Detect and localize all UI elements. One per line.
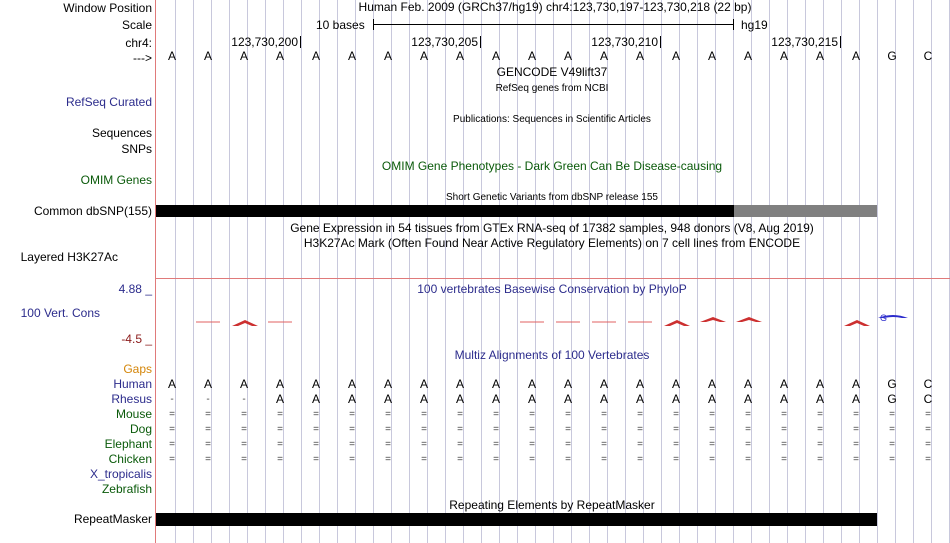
- coordinate-label: 123,730,205: [411, 35, 478, 49]
- base-letter: G: [887, 49, 897, 63]
- alignment-cell: A: [563, 377, 572, 391]
- alignment-cell: =: [421, 454, 427, 465]
- alignment-cell: A: [779, 392, 788, 406]
- alignment-cell: =: [709, 424, 715, 435]
- alignment-cell: =: [241, 409, 247, 420]
- alignment-cell: =: [457, 439, 463, 450]
- alignment-cell: =: [637, 409, 643, 420]
- alignment-cell: =: [565, 409, 571, 420]
- alignment-cell: =: [313, 439, 319, 450]
- alignment-cell: A: [275, 392, 284, 406]
- alignment-cell: A: [455, 392, 464, 406]
- base-letter: A: [311, 49, 320, 63]
- base-letter: A: [671, 49, 680, 63]
- alignment-cell: =: [241, 454, 247, 465]
- alignment-cell: =: [169, 454, 175, 465]
- assembly-label: hg19: [741, 18, 768, 32]
- refseq-track-label[interactable]: RefSeq Curated: [65, 95, 152, 109]
- base-letter: A: [347, 49, 356, 63]
- window-position-label: Window Position: [63, 1, 152, 15]
- alignment-cell: A: [311, 377, 320, 391]
- alignment-cell: =: [781, 424, 787, 435]
- alignment-cell: =: [277, 454, 283, 465]
- cons-peak: [664, 320, 690, 326]
- alignment-cell: =: [565, 424, 571, 435]
- base-letter: A: [779, 49, 788, 63]
- alignment-cell: A: [347, 392, 356, 406]
- base-letter: A: [203, 49, 212, 63]
- species-label-mouse[interactable]: Mouse: [115, 407, 152, 421]
- alignment-cell: C: [923, 377, 933, 391]
- alignment-cell: -: [170, 394, 174, 405]
- alignment-cell: =: [601, 439, 607, 450]
- repeatmasker-track-label[interactable]: RepeatMasker: [73, 512, 152, 526]
- conservation-plot[interactable]: [156, 300, 950, 340]
- alignment-cell: =: [673, 409, 679, 420]
- alignment-cell: =: [781, 454, 787, 465]
- gaps-label: Gaps: [123, 362, 152, 376]
- chrom-label: chr4:: [125, 36, 152, 50]
- alignment-cell: A: [779, 377, 788, 391]
- alignment-cell: =: [457, 454, 463, 465]
- alignment-cell: =: [853, 409, 859, 420]
- alignment-cell: =: [385, 454, 391, 465]
- scale-bar-right-tick: [733, 19, 734, 30]
- base-letter: C: [923, 49, 933, 63]
- base-letter: A: [563, 49, 572, 63]
- alignment-cell: =: [493, 454, 499, 465]
- track-separator: [156, 278, 950, 279]
- alignment-cell: =: [277, 439, 283, 450]
- base-letter: A: [743, 49, 752, 63]
- cons-track-title[interactable]: 100 vertebrates Basewise Conservation by PhyloP: [417, 282, 687, 296]
- gtex-track-title[interactable]: Gene Expression in 54 tissues from GTEx RNA-seq of 17382 samples, 948 donors (V8, Aug 2019): [290, 221, 814, 235]
- species-label-chicken[interactable]: Chicken: [108, 452, 152, 466]
- alignment-cell: A: [203, 377, 212, 391]
- alignment-cell: =: [925, 454, 931, 465]
- alignment-cell: A: [671, 377, 680, 391]
- gencode-track-title[interactable]: GENCODE V49lift37: [496, 65, 608, 79]
- alignment-cell: A: [239, 377, 248, 391]
- alignment-cell: C: [923, 392, 933, 406]
- cons-max-label: 4.88 _: [118, 282, 152, 296]
- alignment-cell: =: [709, 454, 715, 465]
- scale-label: Scale: [121, 18, 152, 32]
- alignment-cell: A: [599, 392, 608, 406]
- coordinate-label: 123,730,200: [231, 35, 298, 49]
- alignment-cell: G: [887, 392, 897, 406]
- coordinate-tick: [300, 36, 301, 48]
- alignment-cell: =: [889, 409, 895, 420]
- coordinate-label: 123,730,210: [591, 35, 658, 49]
- base-letter: A: [851, 49, 860, 63]
- alignment-cell: =: [745, 439, 751, 450]
- alignment-cell: =: [637, 424, 643, 435]
- base-letter: A: [707, 49, 716, 63]
- alignment-cell: A: [707, 392, 716, 406]
- alignment-cell: A: [275, 377, 284, 391]
- coordinate-tick: [840, 36, 841, 48]
- alignment-cell: =: [601, 409, 607, 420]
- species-label-elephant[interactable]: Elephant: [104, 437, 152, 451]
- base-letter: A: [275, 49, 284, 63]
- alignment-cell: =: [925, 424, 931, 435]
- alignment-cell: =: [817, 454, 823, 465]
- alignment-cell: =: [745, 424, 751, 435]
- alignment-cell: A: [851, 392, 860, 406]
- alignment-cell: =: [277, 409, 283, 420]
- alignment-cell: =: [349, 439, 355, 450]
- coordinate-label: 123,730,215: [771, 35, 838, 49]
- species-label-human[interactable]: Human: [113, 377, 152, 391]
- alignment-cell: =: [241, 424, 247, 435]
- cons-track-label[interactable]: 100 Vert. Cons: [20, 306, 100, 320]
- base-letter: A: [167, 49, 176, 63]
- omim-track-label[interactable]: OMIM Genes: [80, 173, 152, 187]
- alignment-cell: =: [385, 424, 391, 435]
- alignment-cell: A: [455, 377, 464, 391]
- alignment-cell: =: [205, 454, 211, 465]
- alignment-cell: =: [709, 409, 715, 420]
- alignment-cell: A: [671, 392, 680, 406]
- h3k27ac-track-label[interactable]: Layered H3K27Ac: [20, 250, 118, 264]
- base-letter: A: [527, 49, 536, 63]
- species-label-zebrafish[interactable]: Zebrafish: [101, 482, 152, 496]
- alignment-cell: A: [491, 392, 500, 406]
- cons-peak: [700, 317, 726, 322]
- alignment-cell: A: [311, 392, 320, 406]
- alignment-cell: A: [347, 377, 356, 391]
- species-label-rhesus[interactable]: Rhesus: [111, 392, 152, 406]
- alignment-cell: =: [781, 409, 787, 420]
- omim-track-title[interactable]: OMIM Gene Phenotypes - Dark Green Can Be Disease-causing: [381, 159, 723, 173]
- scale-bar-left-tick: [373, 19, 374, 30]
- cons-peak: [232, 320, 258, 326]
- dbsnp-feature-light[interactable]: [734, 205, 877, 217]
- position-title: Human Feb. 2009 (GRCh37/hg19) chr4:123,730,197-123,730,218 (22 bp): [358, 0, 752, 14]
- alignment-cell: =: [709, 439, 715, 450]
- alignment-cell: =: [601, 424, 607, 435]
- alignment-cell: =: [349, 454, 355, 465]
- alignment-cell: A: [743, 392, 752, 406]
- alignment-cell: =: [349, 409, 355, 420]
- alignment-cell: A: [527, 392, 536, 406]
- coordinate-tick: [480, 36, 481, 48]
- strand-arrow-label[interactable]: --->: [133, 51, 152, 65]
- alignment-cell: =: [169, 409, 175, 420]
- scale-text: 10 bases: [316, 18, 365, 32]
- species-label-x_tropicalis[interactable]: X_tropicalis: [89, 467, 152, 481]
- alignment-cell: =: [817, 439, 823, 450]
- cons-min-label: -4.5 _: [121, 332, 152, 346]
- alignment-cell: A: [851, 377, 860, 391]
- alignment-cell: =: [853, 454, 859, 465]
- alignment-cell: =: [385, 439, 391, 450]
- alignment-cell: =: [349, 424, 355, 435]
- alignment-cell: =: [925, 439, 931, 450]
- base-letter: A: [491, 49, 500, 63]
- cons-g-glyph: G: [880, 313, 888, 323]
- alignment-cell: A: [635, 392, 644, 406]
- alignment-cell: A: [167, 377, 176, 391]
- alignment-cell: =: [205, 424, 211, 435]
- base-letter: A: [383, 49, 392, 63]
- alignment-cell: A: [383, 377, 392, 391]
- alignment-cell: =: [529, 409, 535, 420]
- alignment-cell: =: [673, 439, 679, 450]
- alignment-cell: =: [277, 424, 283, 435]
- alignment-cell: =: [169, 439, 175, 450]
- base-letter: A: [635, 49, 644, 63]
- alignment-cell: =: [421, 424, 427, 435]
- alignment-cell: A: [599, 377, 608, 391]
- alignment-cell: =: [853, 439, 859, 450]
- alignment-cell: =: [817, 424, 823, 435]
- species-label-dog[interactable]: Dog: [129, 422, 152, 436]
- dbsnp-track-label[interactable]: Common dbSNP(155): [33, 204, 152, 218]
- alignment-cell: =: [673, 454, 679, 465]
- sequences-track-label[interactable]: Sequences: [91, 126, 152, 140]
- alignment-cell: =: [637, 439, 643, 450]
- alignment-cell: A: [707, 377, 716, 391]
- cons-peak: [736, 317, 762, 322]
- alignment-cell: A: [815, 377, 824, 391]
- base-letter: A: [455, 49, 464, 63]
- alignment-cell: =: [205, 409, 211, 420]
- alignment-cell: =: [205, 439, 211, 450]
- snps-track-label[interactable]: SNPs: [121, 142, 152, 156]
- alignment-cell: =: [745, 454, 751, 465]
- alignment-cell: =: [745, 409, 751, 420]
- alignment-cell: =: [925, 409, 931, 420]
- alignment-cell: =: [889, 424, 895, 435]
- alignment-cell: =: [529, 439, 535, 450]
- scale-bar: [373, 24, 734, 25]
- alignment-cell: A: [743, 377, 752, 391]
- cons-peak: [844, 320, 870, 326]
- alignment-cell: =: [889, 454, 895, 465]
- refseq-track-title[interactable]: RefSeq genes from NCBI: [495, 83, 609, 94]
- alignment-cell: G: [887, 377, 897, 391]
- multiz-track-title[interactable]: Multiz Alignments of 100 Vertebrates: [454, 348, 650, 362]
- alignment-cell: =: [241, 439, 247, 450]
- alignment-cell: =: [385, 409, 391, 420]
- alignment-cell: =: [421, 439, 427, 450]
- alignment-cell: A: [527, 377, 536, 391]
- alignment-cell: =: [817, 409, 823, 420]
- coordinate-tick: [660, 36, 661, 48]
- alignment-cell: =: [313, 454, 319, 465]
- alignment-cell: =: [637, 454, 643, 465]
- alignment-cell: -: [206, 394, 210, 405]
- base-letter: A: [239, 49, 248, 63]
- alignment-cell: A: [815, 392, 824, 406]
- alignment-cell: =: [421, 409, 427, 420]
- alignment-cell: =: [457, 409, 463, 420]
- alignment-cell: =: [565, 439, 571, 450]
- alignment-cell: A: [491, 377, 500, 391]
- alignment-cell: =: [493, 439, 499, 450]
- alignment-cell: =: [493, 424, 499, 435]
- alignment-cell: -: [242, 394, 246, 405]
- alignment-cell: =: [889, 439, 895, 450]
- repeatmasker-feature-bar[interactable]: [156, 513, 877, 526]
- publications-track-title[interactable]: Publications: Sequences in Scientific Articles: [453, 114, 651, 125]
- dbsnp-track-title[interactable]: Short Genetic Variants from dbSNP release 155: [446, 192, 658, 203]
- alignment-cell: A: [635, 377, 644, 391]
- alignment-cell: =: [601, 454, 607, 465]
- alignment-cell: A: [383, 392, 392, 406]
- h3k27ac-track-title[interactable]: H3K27Ac Mark (Often Found Near Active Regulatory Elements) on 7 cell lines from ENCODE: [303, 236, 801, 250]
- alignment-cell: =: [493, 409, 499, 420]
- alignment-cell: =: [169, 424, 175, 435]
- base-letter: A: [419, 49, 428, 63]
- alignment-cell: =: [673, 424, 679, 435]
- alignment-cell: =: [565, 454, 571, 465]
- alignment-cell: =: [529, 424, 535, 435]
- alignment-cell: A: [419, 392, 428, 406]
- alignment-cell: =: [313, 409, 319, 420]
- alignment-cell: A: [563, 392, 572, 406]
- alignment-cell: A: [419, 377, 428, 391]
- repeatmasker-track-title[interactable]: Repeating Elements by RepeatMasker: [449, 498, 655, 512]
- base-letter: A: [599, 49, 608, 63]
- alignment-cell: =: [313, 424, 319, 435]
- alignment-cell: =: [853, 424, 859, 435]
- alignment-cell: =: [529, 454, 535, 465]
- base-letter: A: [815, 49, 824, 63]
- alignment-cell: =: [457, 424, 463, 435]
- alignment-cell: =: [781, 439, 787, 450]
